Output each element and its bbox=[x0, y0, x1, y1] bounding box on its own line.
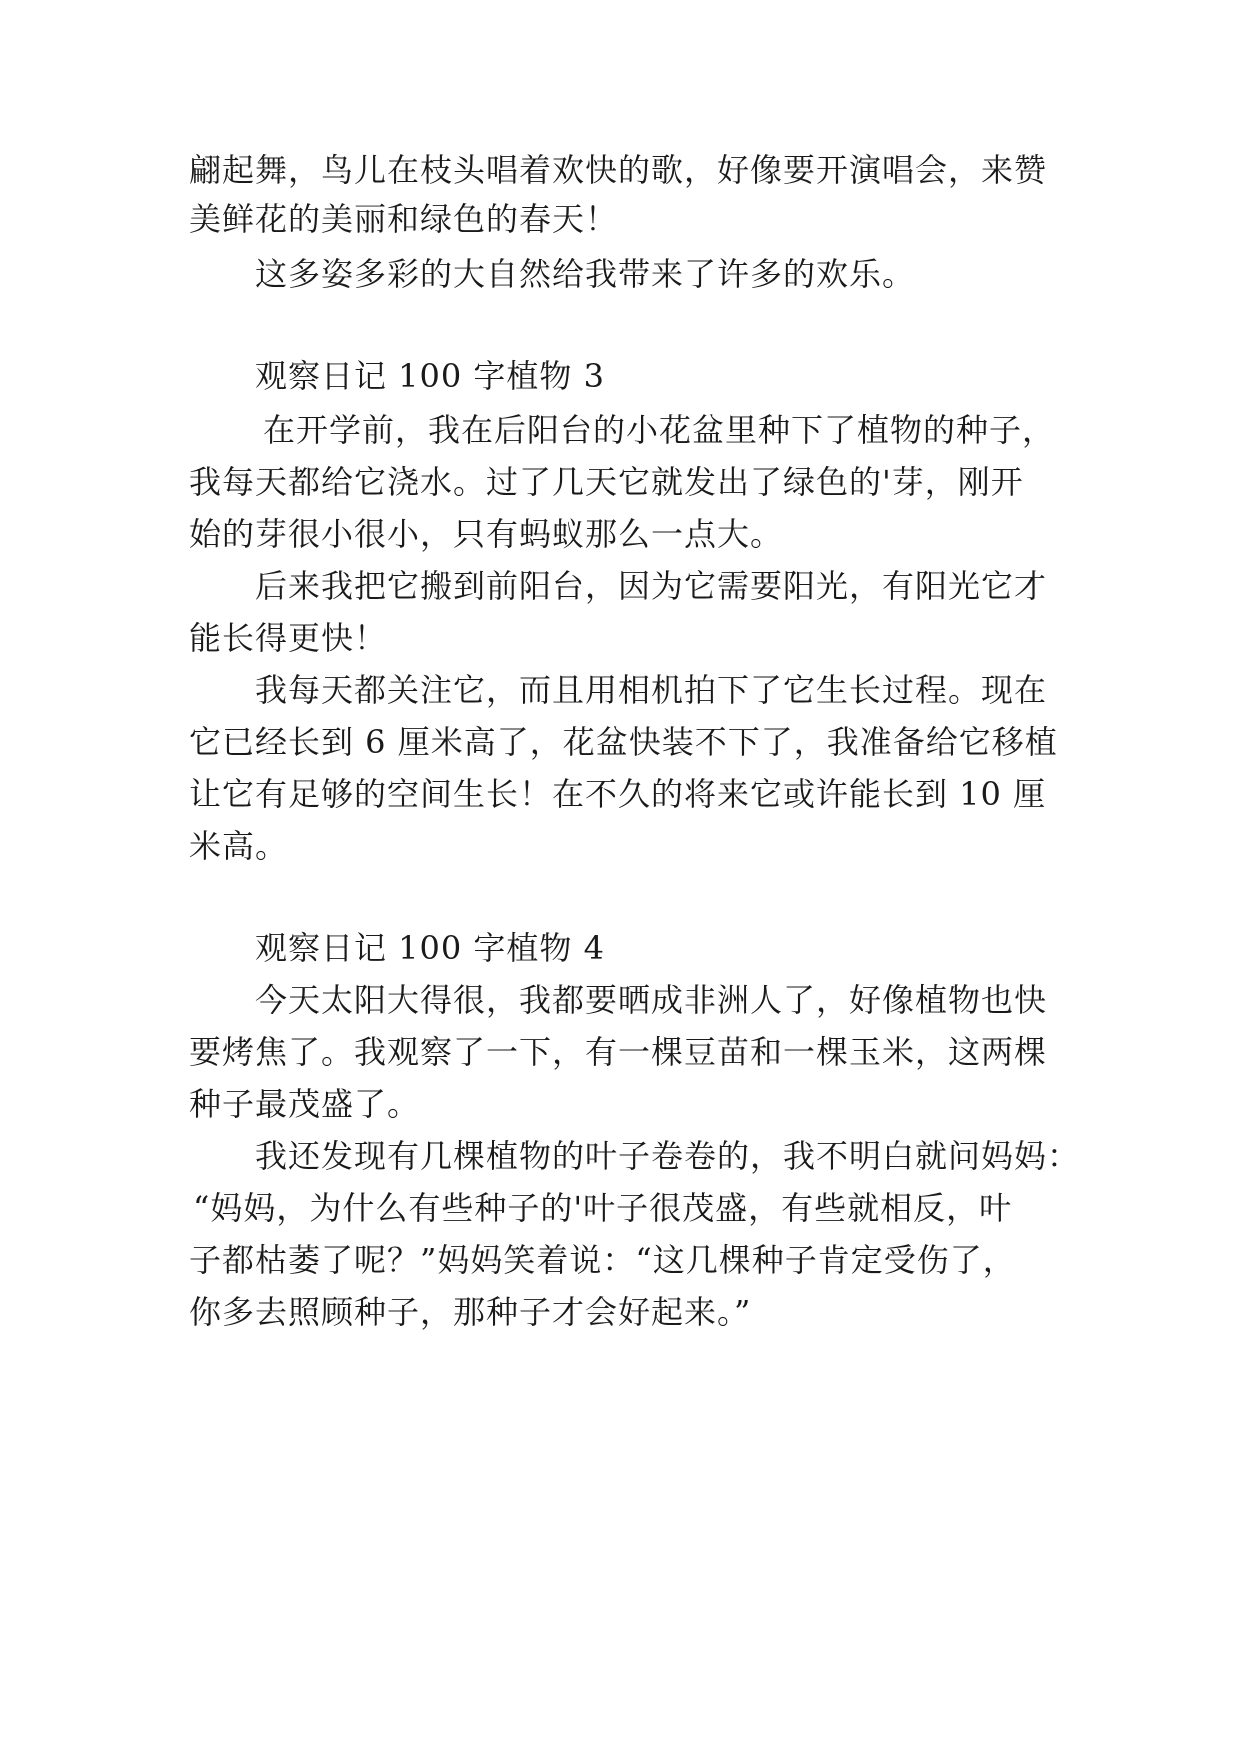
intro-line-2: 美鲜花的美丽和绿色的春天！ bbox=[189, 200, 619, 238]
section-3-p3-line-3: 让它有足够的空间生长！在不久的将来它或许能长到 10 厘 bbox=[189, 775, 1047, 813]
section-3-p2-line-2: 能长得更快！ bbox=[189, 619, 388, 657]
intro-closing: 这多姿多彩的大自然给我带来了许多的欢乐。 bbox=[255, 255, 916, 293]
section-4-p2-line-3: 子都枯萎了呢？”妈妈笑着说：“这几棵种子肯定受伤了， bbox=[189, 1241, 1016, 1279]
intro-line-1: 翩起舞，鸟儿在枝头唱着欢快的歌，好像要开演唱会，来赞 bbox=[189, 151, 1048, 189]
section-3-p2-line-1: 后来我把它搬到前阳台，因为它需要阳光，有阳光它才 bbox=[255, 567, 1048, 605]
section-4-p1-line-2: 要烤焦了。我观察了一下，有一棵豆苗和一棵玉米，这两棵 bbox=[189, 1033, 1048, 1071]
section-3-title: 观察日记 100 字植物 3 bbox=[255, 357, 605, 395]
section-4-p1-line-1: 今天太阳大得很，我都要晒成非洲人了，好像植物也快 bbox=[255, 981, 1048, 1019]
section-3-p1-line-2: 我每天都给它浇水。过了几天它就发出了绿色的'芽，刚开 bbox=[189, 463, 1024, 501]
section-3-p3-line-2: 它已经长到 6 厘米高了，花盆快装不下了，我准备给它移植 bbox=[189, 723, 1058, 761]
section-3-p1-line-3: 始的芽很小很小，只有蚂蚁那么一点大。 bbox=[189, 515, 784, 553]
section-4-p2-line-1: 我还发现有几棵植物的叶子卷卷的，我不明白就问妈妈： bbox=[255, 1137, 1081, 1175]
section-3-p3-line-4: 米高。 bbox=[189, 827, 289, 865]
section-3-p3-line-1: 我每天都关注它，而且用相机拍下了它生长过程。现在 bbox=[255, 671, 1048, 709]
section-4-p1-line-3: 种子最茂盛了。 bbox=[189, 1085, 421, 1123]
section-3-p1-line-1: 在开学前，我在后阳台的小花盆里种下了植物的种子， bbox=[263, 411, 1056, 449]
section-4-title: 观察日记 100 字植物 4 bbox=[255, 929, 605, 967]
section-4-p2-line-2: “妈妈，为什么有些种子的'叶子很茂盛，有些就相反，叶 bbox=[193, 1189, 1013, 1227]
section-4-p2-line-4: 你多去照顾种子，那种子才会好起来。” bbox=[189, 1293, 752, 1331]
